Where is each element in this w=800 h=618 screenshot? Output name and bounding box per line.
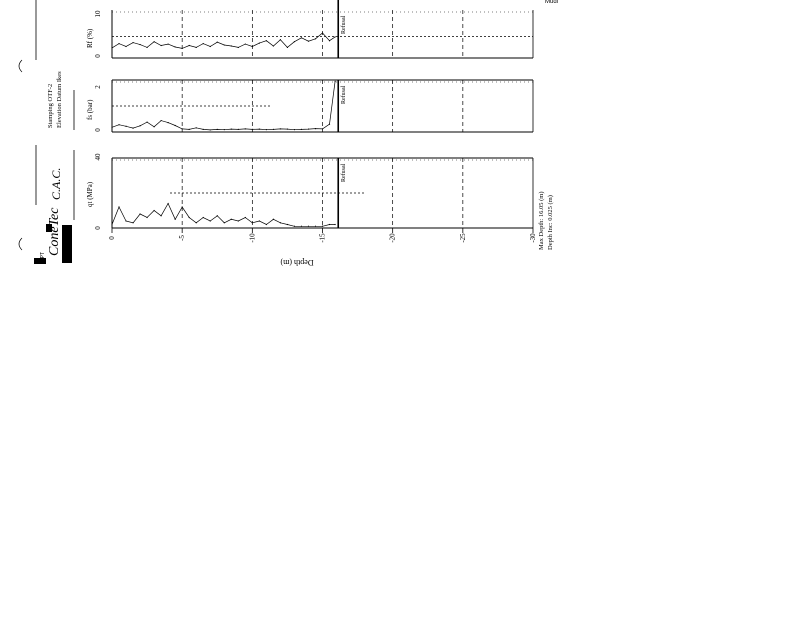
data-point xyxy=(118,206,119,207)
data-point xyxy=(139,213,140,214)
data-point xyxy=(210,129,211,130)
sub-label: Elevation Datum Ikes xyxy=(56,71,63,128)
series-line xyxy=(112,33,335,48)
logo-top: CPT xyxy=(40,252,46,262)
data-point xyxy=(252,46,253,47)
job-label: Stamping OTF-2 xyxy=(47,83,54,128)
data-point xyxy=(161,215,162,216)
data-point xyxy=(196,127,197,128)
data-point xyxy=(161,45,162,46)
data-point xyxy=(118,43,119,44)
data-point xyxy=(168,43,169,44)
data-point xyxy=(273,45,274,46)
data-point xyxy=(196,222,197,223)
data-point xyxy=(335,224,336,225)
data-point xyxy=(245,43,246,44)
y-tick-label: 0 xyxy=(94,128,102,132)
data-point xyxy=(146,122,147,123)
data-point xyxy=(189,217,190,218)
depth-tick-label: -20 xyxy=(388,233,397,243)
data-point xyxy=(203,129,204,130)
data-point xyxy=(287,129,288,130)
data-point xyxy=(259,43,260,44)
data-point xyxy=(175,46,176,47)
data-point xyxy=(245,217,246,218)
data-point xyxy=(168,122,169,123)
data-point xyxy=(315,128,316,129)
header-mark-2 xyxy=(19,238,22,250)
legend-depth-inc: Depth Inc: 0.025 (m) xyxy=(547,195,554,250)
data-point xyxy=(266,224,267,225)
data-point xyxy=(217,129,218,130)
data-point xyxy=(294,226,295,227)
data-point xyxy=(308,41,309,42)
depth-axis-title: Depth (m) xyxy=(280,258,314,267)
data-point xyxy=(322,128,323,129)
data-point xyxy=(308,226,309,227)
corner-label: Mudl xyxy=(545,0,559,5)
data-point xyxy=(168,203,169,204)
data-point xyxy=(322,32,323,33)
data-point xyxy=(146,47,147,48)
y-axis-label: fs (bar) xyxy=(86,99,94,120)
data-point xyxy=(335,36,336,37)
data-point xyxy=(132,42,133,43)
data-point xyxy=(139,125,140,126)
data-point xyxy=(182,48,183,49)
depth-tick-label: 0 xyxy=(108,236,116,240)
refusal-label: Refusal xyxy=(341,85,348,104)
data-point xyxy=(125,126,126,127)
data-point xyxy=(315,38,316,39)
y-tick-label: 2 xyxy=(94,85,102,89)
data-point xyxy=(132,128,133,129)
data-point xyxy=(175,219,176,220)
data-point xyxy=(217,215,218,216)
conetec-logo xyxy=(34,207,72,264)
data-point xyxy=(210,220,211,221)
data-point xyxy=(252,222,253,223)
data-point xyxy=(182,206,183,207)
data-point xyxy=(111,127,112,128)
depth-tick-label: -5 xyxy=(178,235,187,241)
data-point xyxy=(266,129,267,130)
depth-tick-label: -25 xyxy=(458,233,467,243)
data-point xyxy=(322,226,323,227)
data-point xyxy=(125,220,126,221)
y-axis-label: Rf (%) xyxy=(86,28,94,48)
panel-2 xyxy=(86,153,533,230)
data-point xyxy=(308,129,309,130)
data-point xyxy=(217,42,218,43)
data-point xyxy=(203,217,204,218)
legend-max-depth: Max Depth: 16.05 (m) xyxy=(538,191,545,250)
data-point xyxy=(315,226,316,227)
data-point xyxy=(154,210,155,211)
data-point xyxy=(111,47,112,48)
panel-0 xyxy=(86,0,533,58)
data-point xyxy=(287,224,288,225)
data-point xyxy=(259,129,260,130)
data-point xyxy=(287,47,288,48)
logo-main: ConeTec xyxy=(47,207,62,256)
data-point xyxy=(111,224,112,225)
refusal-label: Refusal xyxy=(341,15,348,34)
data-point xyxy=(252,129,253,130)
data-point xyxy=(203,43,204,44)
data-point xyxy=(189,45,190,46)
data-point xyxy=(196,47,197,48)
y-tick-label: 10 xyxy=(94,10,102,18)
data-point xyxy=(238,220,239,221)
data-point xyxy=(210,46,211,47)
data-point xyxy=(154,41,155,42)
logo-sub: CPT xyxy=(65,251,71,261)
data-point xyxy=(273,129,274,130)
data-point xyxy=(329,40,330,41)
panel-1 xyxy=(86,80,533,132)
data-point xyxy=(132,222,133,223)
data-point xyxy=(280,128,281,129)
data-point xyxy=(182,128,183,129)
data-point xyxy=(294,129,295,130)
data-point xyxy=(238,129,239,130)
data-point xyxy=(259,220,260,221)
header-mark-1 xyxy=(19,60,22,72)
data-point xyxy=(329,124,330,125)
y-tick-label: 0 xyxy=(94,226,102,230)
data-point xyxy=(125,46,126,47)
data-point xyxy=(273,219,274,220)
series-line xyxy=(112,204,335,227)
data-point xyxy=(266,40,267,41)
data-point xyxy=(224,129,225,130)
depth-axis xyxy=(108,228,537,243)
data-point xyxy=(335,81,336,82)
data-point xyxy=(175,125,176,126)
data-point xyxy=(231,219,232,220)
data-point xyxy=(189,129,190,130)
depth-tick-label: -10 xyxy=(248,233,257,243)
data-point xyxy=(224,222,225,223)
data-point xyxy=(301,37,302,38)
data-point xyxy=(301,129,302,130)
data-point xyxy=(301,226,302,227)
y-axis-label: qt (MPa) xyxy=(86,181,94,207)
chart-panels xyxy=(86,0,533,230)
data-point xyxy=(245,128,246,129)
data-point xyxy=(329,224,330,225)
data-point xyxy=(231,45,232,46)
data-point xyxy=(238,47,239,48)
data-point xyxy=(139,44,140,45)
data-point xyxy=(280,39,281,40)
y-tick-label: 0 xyxy=(94,54,102,58)
series-line xyxy=(112,81,335,130)
refusal-label: Refusal xyxy=(341,163,348,182)
data-point xyxy=(224,44,225,45)
depth-tick-label: -15 xyxy=(318,233,327,243)
data-point xyxy=(154,126,155,127)
data-point xyxy=(231,129,232,130)
data-point xyxy=(146,217,147,218)
data-point xyxy=(280,222,281,223)
data-point xyxy=(118,124,119,125)
data-point xyxy=(161,120,162,121)
data-point xyxy=(294,41,295,42)
depth-tick-label: -30 xyxy=(529,233,537,243)
y-tick-label: 40 xyxy=(94,153,102,161)
signature: C.A.C. xyxy=(49,167,63,200)
